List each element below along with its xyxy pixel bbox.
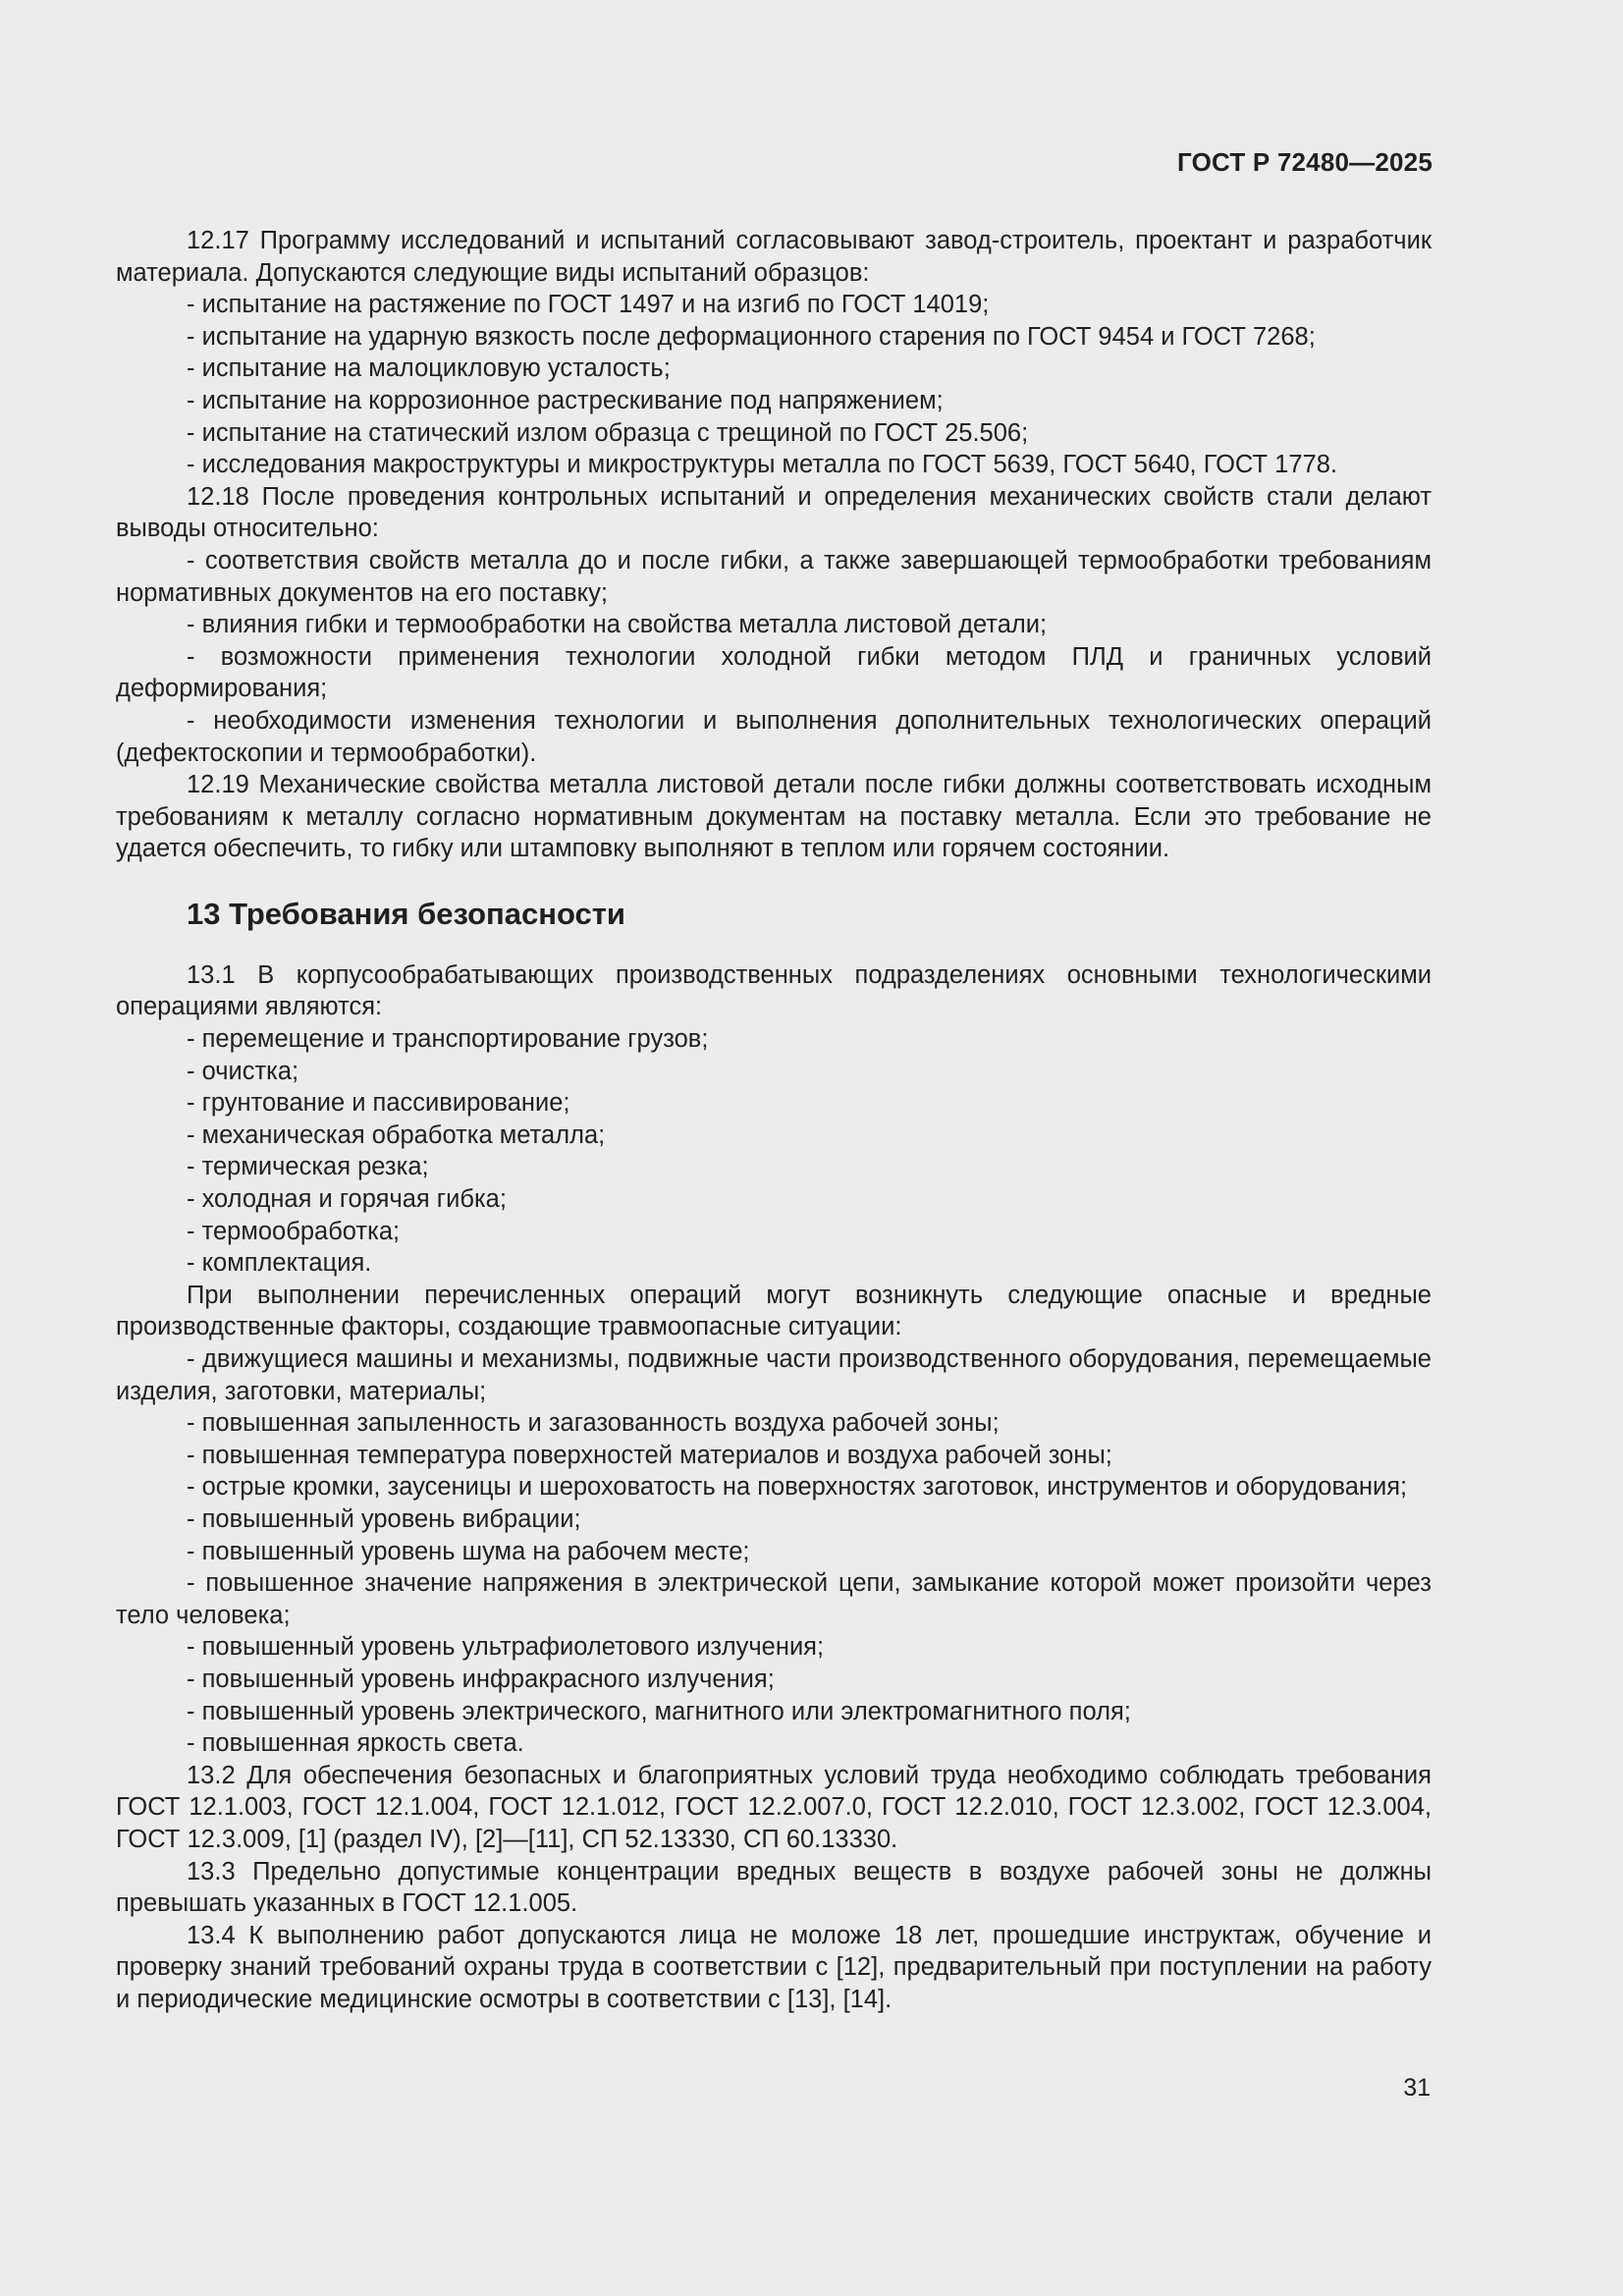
list-item: - повышенный уровень электрического, магнитного или электромагнитного поля;: [187, 1697, 1131, 1725]
list-item: - повышенная запыленность и загазованность воздуха рабочей зоны;: [187, 1409, 1000, 1438]
list-item: - повышенный уровень ультрафиолетового излучения;: [187, 1633, 825, 1662]
paragraph: 12.17 Программу исследований и испытаний согласовывают завод-строитель, проектант и разработчик материала. Допускаются следующие виды испытаний образцов:: [116, 227, 1432, 287]
list-item: - термическая резка;: [187, 1153, 429, 1181]
list-item: - механическая обработка металла;: [187, 1121, 606, 1149]
document-header: ГОСТ Р 72480—2025: [1177, 147, 1433, 177]
paragraph: 12.19 Механические свойства металла листовой детали после гибки должны соответствовать исходным требованиям к металлу согласно нормативным документам на поставку металла. Если это требование не удается обеспечить, то гибку или штамповку выполняют в теплом или горячем состоянии.: [116, 771, 1432, 863]
list-item: - повышенный уровень вибрации;: [187, 1504, 581, 1533]
list-item: - возможности применения технологии холодной гибки методом ПЛД и граничных условий деформирования;: [116, 642, 1432, 703]
list-item: - испытание на ударную вязкость после деформационного старения по ГОСТ 9454 и ГОСТ 7268;: [187, 322, 1316, 351]
list-item: - повышенный уровень шума на рабочем месте;: [187, 1537, 750, 1565]
list-item: - испытание на малоцикловую усталость;: [187, 355, 671, 383]
paragraph: 12.18 После проведения контрольных испытаний и определения механических свойств стали делают выводы относительно:: [116, 482, 1432, 543]
list-item: - повышенное значение напряжения в электрической цепи, замыкание которой может произойти через тело человека;: [116, 1569, 1432, 1629]
list-item: - исследования макроструктуры и микроструктуры металла по ГОСТ 5639, ГОСТ 5640, ГОСТ 1778.: [187, 451, 1337, 479]
paragraph: 13.1 В корпусообрабатывающих производственных подразделениях основными технологическими операциями являются:: [116, 960, 1432, 1021]
paragraph: При выполнении перечисленных операций могут возникнуть следующие опасные и вредные производственные факторы, создающие травмоопасные ситуации:: [116, 1281, 1432, 1341]
list-item: - острые кромки, заусеницы и шероховатость на поверхностях заготовок, инструментов и оборудования;: [187, 1473, 1408, 1502]
list-item: - повышенный уровень инфракрасного излучения;: [187, 1665, 775, 1693]
document-body: [116, 225, 1432, 2015]
list-item: - испытание на коррозионное растрескивание под напряжением;: [187, 386, 944, 414]
list-item: - термообработка;: [187, 1217, 401, 1245]
list-item: - комплектация.: [187, 1249, 372, 1278]
list-item: - повышенная яркость света.: [187, 1729, 524, 1758]
section-heading: 13 Требования безопасности: [187, 896, 625, 931]
list-item: - холодная и горячая гибка;: [187, 1185, 507, 1214]
list-item: - грунтование и пассивирование;: [187, 1089, 570, 1118]
list-item: - повышенная температура поверхностей материалов и воздуха рабочей зоны;: [187, 1441, 1112, 1469]
list-item: - перемещение и транспортирование грузов;: [187, 1025, 709, 1054]
list-item: - соответствия свойств металла до и после гибки, а также завершающей термообработки требованиям нормативных документов на его поставку;: [116, 546, 1432, 607]
list-item: - необходимости изменения технологии и выполнения дополнительных технологических операций (дефектоскопии и термообработки).: [116, 706, 1432, 767]
list-item: - движущиеся машины и механизмы, подвижные части производственного оборудования, перемещаемые изделия, заготовки, материалы;: [116, 1345, 1432, 1405]
paragraph: 13.4 К выполнению работ допускаются лица не моложе 18 лет, прошедшие инструктаж, обучение и проверку знаний требований охраны труда в соответствии с [12], предварительный при поступлении на работу и периодические медицинские осмотры в соответствии с [13], [14].: [116, 1921, 1432, 2013]
list-item: - влияния гибки и термообработки на свойства металла листовой детали;: [187, 611, 1048, 639]
list-item: - испытание на растяжение по ГОСТ 1497 и на изгиб по ГОСТ 14019;: [187, 291, 990, 319]
list-item: - испытание на статический излом образца с трещиной по ГОСТ 25.506;: [187, 418, 1029, 447]
page-number: 31: [1403, 2074, 1431, 2102]
paragraph: 13.3 Предельно допустимые концентрации вредных веществ в воздухе рабочей зоны не должны превышать указанных в ГОСТ 12.1.005.: [116, 1857, 1432, 1918]
paragraph: 13.2 Для обеспечения безопасных и благоприятных условий труда необходимо соблюдать требования ГОСТ 12.1.003, ГОСТ 12.1.004, ГОСТ 12.1.012, ГОСТ 12.2.007.0, ГОСТ 12.2.010, ГОСТ 12.3.002, ГОСТ 12.3.004, ГОСТ 12.3.009, [1] (раздел IV), [2]—[11], СП 52.13330, СП 60.13330.: [116, 1761, 1432, 1853]
list-item: - очистка;: [187, 1057, 299, 1085]
